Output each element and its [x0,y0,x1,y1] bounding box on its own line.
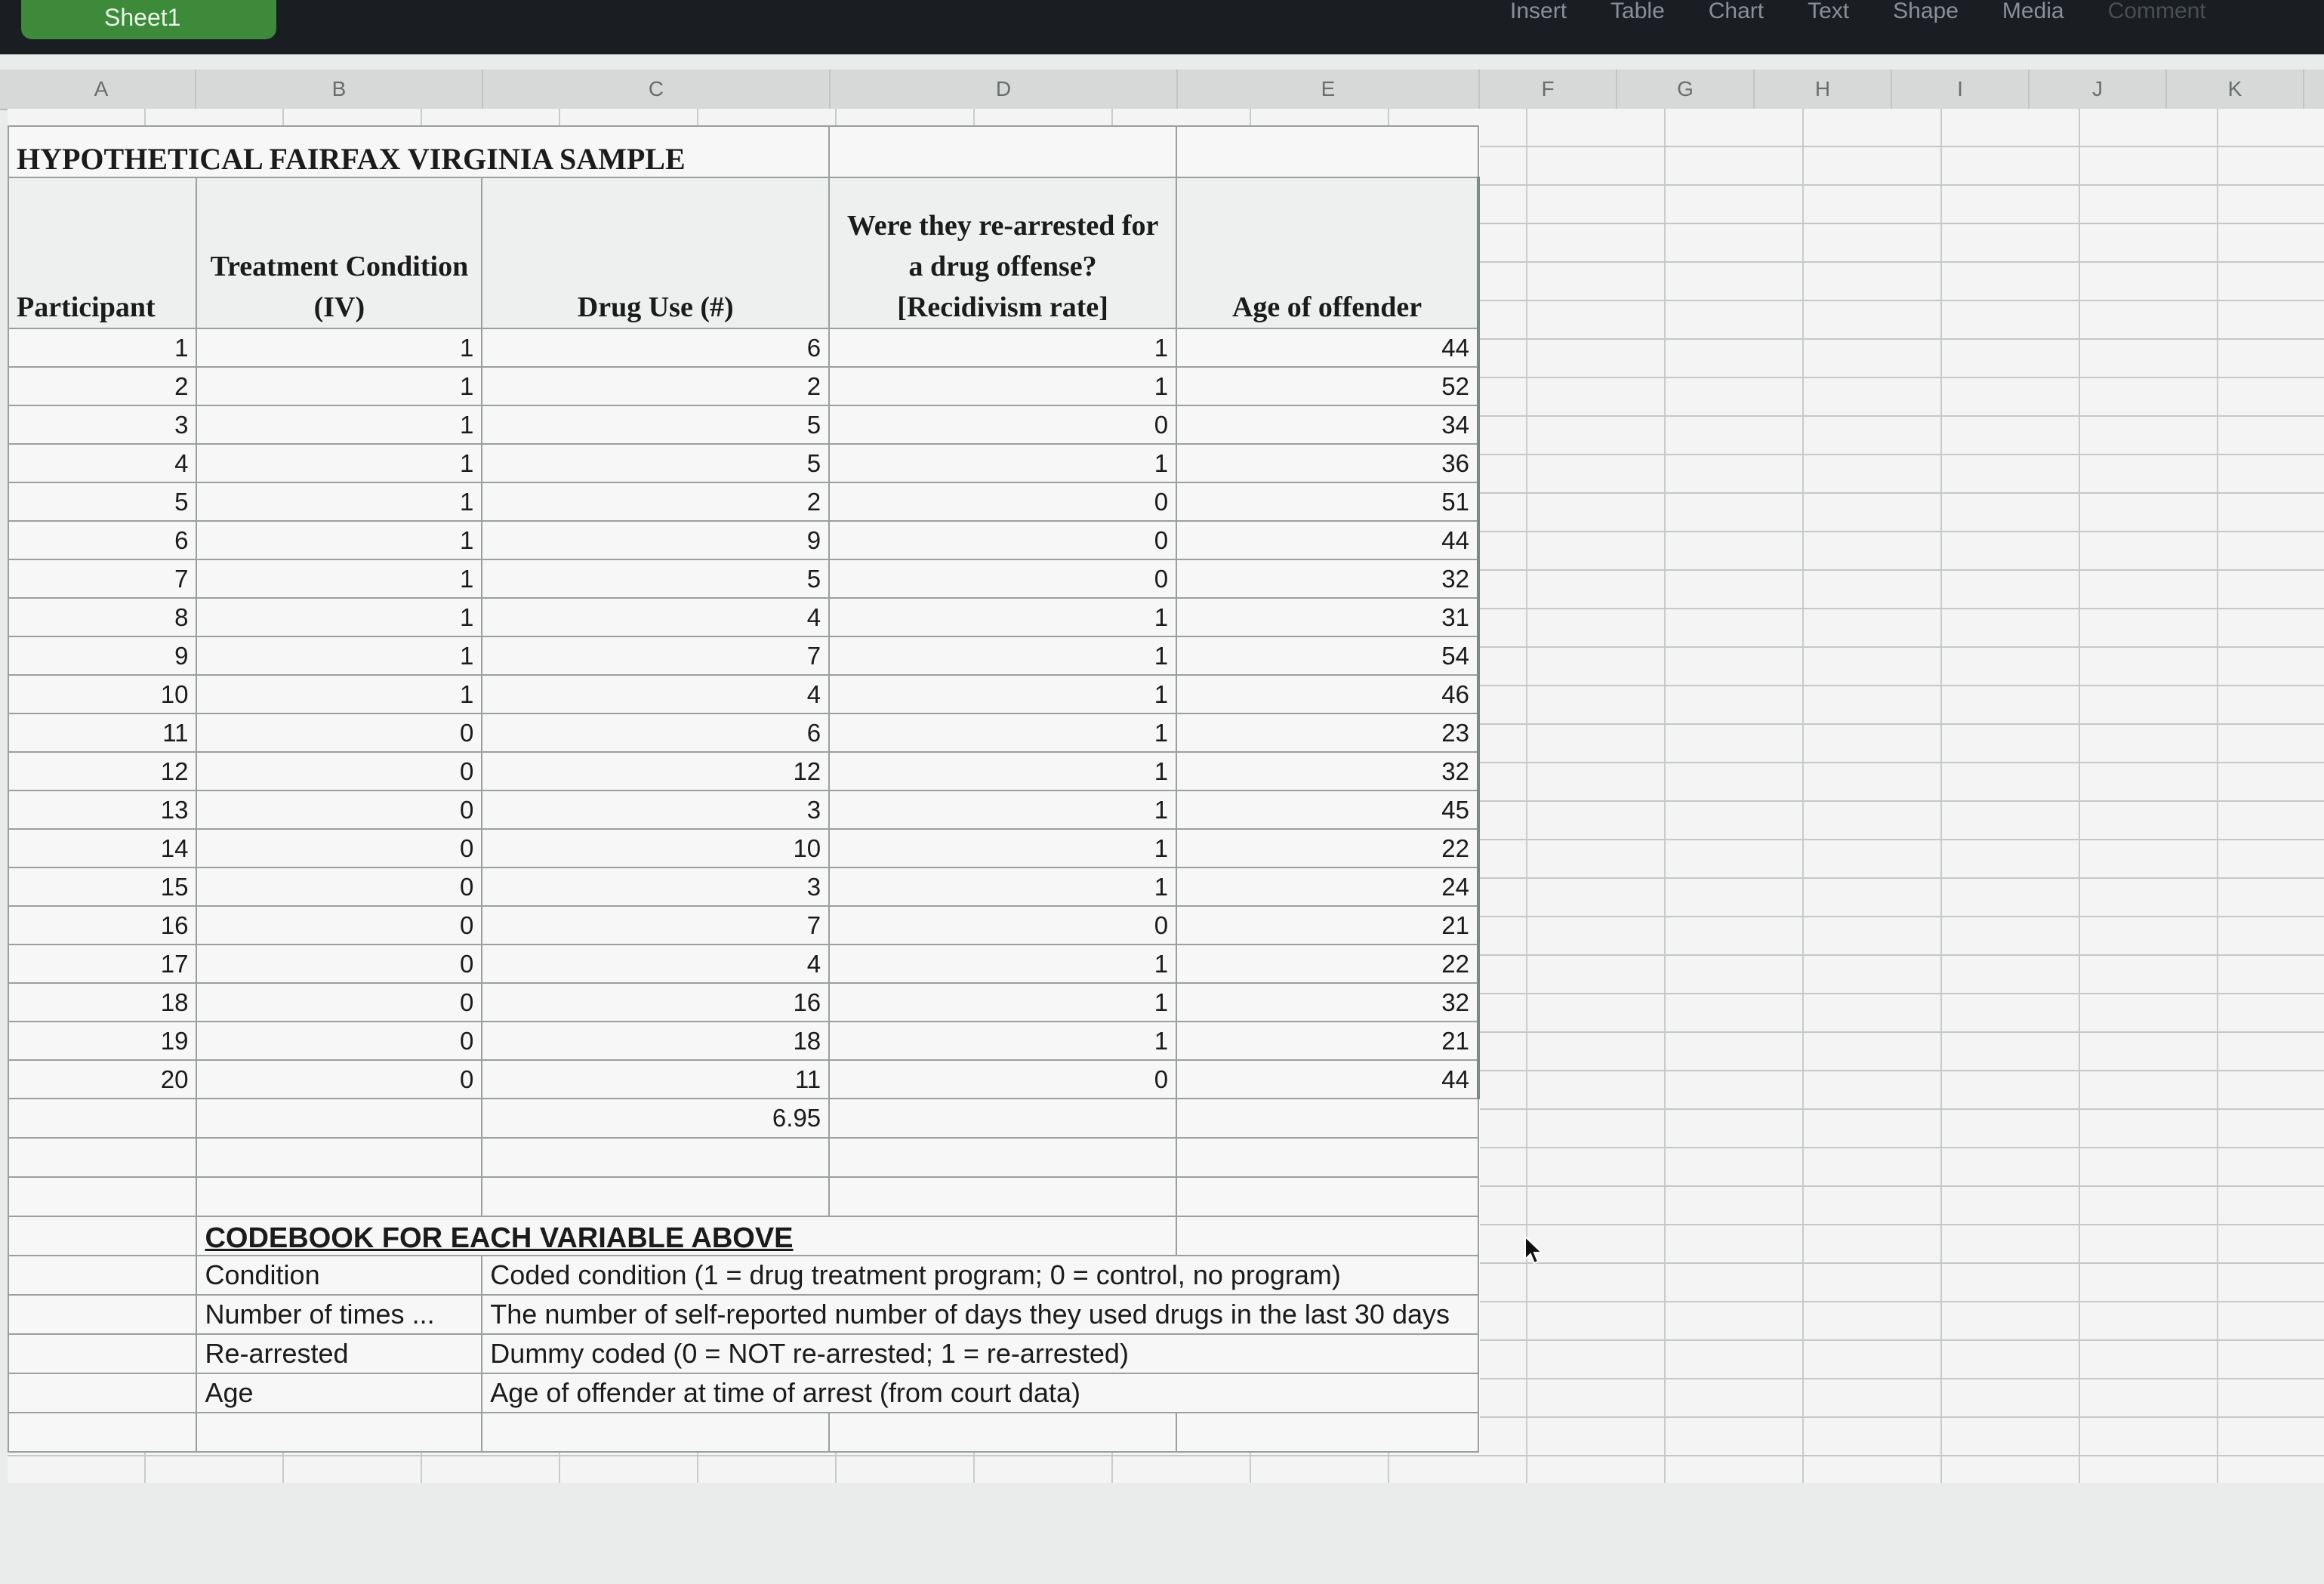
cell[interactable] [196,1099,482,1138]
table-row [8,598,1478,636]
cell-treatment[interactable]: 1 [196,559,482,598]
cell[interactable] [8,1334,196,1373]
cell-participant[interactable]: 13 [8,790,196,829]
column-header-k[interactable]: K [2167,69,2304,109]
cell-rearrested[interactable]: 1 [829,829,1176,868]
table-row [8,521,1478,559]
cell-treatment[interactable]: 0 [196,829,482,868]
cell-drug-use[interactable]: 5 [482,405,829,444]
cell-rearrested[interactable]: 1 [829,713,1176,752]
table-row [8,983,1478,1022]
column-header-j[interactable]: J [2030,69,2167,109]
header-rearrested[interactable]: Were they re-arrested for a drug offense? [Recidivism rate] [829,177,1176,328]
cell-drug-use[interactable]: 2 [482,367,829,405]
cell-drug-use[interactable]: 4 [482,945,829,983]
sheet-title[interactable]: HYPOTHETICAL FAIRFAX VIRGINIA SAMPLE [8,126,829,177]
table-row [8,636,1478,675]
cell-rearrested[interactable]: 1 [829,983,1176,1022]
cell-drug-use[interactable]: 2 [482,482,829,521]
cell-participant[interactable]: 17 [8,945,196,983]
cell-rearrested[interactable]: 0 [829,1060,1176,1099]
cell[interactable] [829,1138,1176,1177]
cell-treatment[interactable]: 0 [196,790,482,829]
cell-age[interactable]: 44 [1176,1060,1478,1099]
cell-age[interactable]: 45 [1176,790,1478,829]
codebook-term[interactable]: Condition [196,1256,482,1295]
table-row [8,328,1478,367]
cell-age[interactable]: 32 [1176,752,1478,790]
column-header-a[interactable]: A [8,69,196,109]
cell-treatment[interactable]: 1 [196,482,482,521]
table-row [8,752,1478,790]
cell-drug-use[interactable]: 5 [482,559,829,598]
table-row [8,405,1478,444]
cell[interactable] [8,1256,196,1295]
cell[interactable] [8,1216,196,1256]
cell[interactable] [8,1413,196,1452]
cell-age[interactable]: 24 [1176,868,1478,906]
cell[interactable] [8,1177,196,1216]
cell-age[interactable]: 22 [1176,829,1478,868]
cell[interactable] [1176,1138,1478,1177]
cell-drug-use[interactable]: 18 [482,1022,829,1060]
cell[interactable] [1176,1216,1478,1256]
cell-treatment[interactable]: 1 [196,675,482,713]
table-row [8,675,1478,713]
cell-rearrested[interactable]: 1 [829,444,1176,482]
cell-drug-use[interactable]: 6 [482,328,829,367]
cell-participant[interactable]: 20 [8,1060,196,1099]
cell-age[interactable]: 23 [1176,713,1478,752]
table-button[interactable]: Table [1610,0,1665,23]
toolbar [1510,0,2206,23]
cell[interactable] [829,1177,1176,1216]
codebook-description[interactable]: The number of self-reported number of days they used drugs in the last 30 days [482,1295,1478,1334]
cell-treatment[interactable]: 0 [196,868,482,906]
cell-age[interactable]: 32 [1176,559,1478,598]
table-row [8,829,1478,868]
cell[interactable] [482,1413,829,1452]
cell-drug-use[interactable]: 6 [482,713,829,752]
header-age[interactable]: Age of offender [1176,177,1478,328]
cell-treatment[interactable]: 1 [196,367,482,405]
top-bar [0,0,2324,54]
chart-button[interactable]: Chart [1708,0,1765,23]
cell[interactable] [196,1138,482,1177]
cell-age[interactable]: 21 [1176,906,1478,945]
text-button[interactable]: Text [1808,0,1850,23]
column-header-b[interactable]: B [196,69,483,109]
cell-participant[interactable]: 4 [8,444,196,482]
cell-participant[interactable]: 14 [8,829,196,868]
cell-participant[interactable]: 2 [8,367,196,405]
cell-drug-use[interactable]: 3 [482,868,829,906]
cell-treatment[interactable]: 1 [196,405,482,444]
shape-button[interactable]: Shape [1893,0,1959,23]
cell-age[interactable]: 36 [1176,444,1478,482]
cell-age[interactable]: 22 [1176,945,1478,983]
cell[interactable] [8,1138,196,1177]
cell-participant[interactable]: 11 [8,713,196,752]
cell-drug-use[interactable]: 11 [482,1060,829,1099]
cell-treatment[interactable]: 0 [196,1060,482,1099]
cell-participant[interactable]: 3 [8,405,196,444]
cell-rearrested[interactable]: 1 [829,868,1176,906]
table-row [8,559,1478,598]
cell-age[interactable]: 34 [1176,405,1478,444]
cell-rearrested[interactable]: 1 [829,1022,1176,1060]
cell-age[interactable]: 32 [1176,983,1478,1022]
cell-rearrested[interactable]: 0 [829,521,1176,559]
cell-treatment[interactable]: 1 [196,521,482,559]
cell-age[interactable]: 46 [1176,675,1478,713]
cell-participant[interactable]: 18 [8,983,196,1022]
cell-treatment[interactable]: 0 [196,945,482,983]
cell[interactable] [8,1373,196,1413]
table-row [8,482,1478,521]
header-participant[interactable]: Participant [8,177,196,328]
cell-rearrested[interactable]: 1 [829,945,1176,983]
cell-drug-use[interactable]: 4 [482,598,829,636]
cell-participant[interactable]: 1 [8,328,196,367]
cell-participant[interactable]: 16 [8,906,196,945]
drug-use-mean-cell[interactable]: 6.95 [482,1099,829,1138]
codebook-description[interactable]: Age of offender at time of arrest (from court data) [482,1373,1478,1413]
cell-rearrested[interactable]: 1 [829,790,1176,829]
cell-drug-use[interactable]: 10 [482,829,829,868]
column-header-g[interactable]: G [1617,69,1755,109]
table-row [8,868,1478,906]
cell[interactable] [1176,1413,1478,1452]
column-header-e[interactable]: E [1178,69,1480,109]
codebook-description[interactable]: Coded condition (1 = drug treatment program; 0 = control, no program) [482,1256,1478,1295]
column-header-f[interactable]: F [1480,69,1617,109]
cell-participant[interactable]: 10 [8,675,196,713]
table-row [8,790,1478,829]
codebook-description[interactable]: Dummy coded (0 = NOT re-arrested; 1 = re-arrested) [482,1334,1478,1373]
comment-button[interactable]: Comment [2107,0,2206,23]
cell-treatment[interactable]: 1 [196,328,482,367]
cell-rearrested[interactable]: 0 [829,482,1176,521]
table-row [8,945,1478,983]
cell-participant[interactable]: 8 [8,598,196,636]
cell-participant[interactable]: 5 [8,482,196,521]
cell-treatment[interactable]: 0 [196,1022,482,1060]
cell-treatment[interactable]: 1 [196,636,482,675]
table-row [8,906,1478,945]
table-row [8,367,1478,405]
cell-drug-use[interactable]: 3 [482,790,829,829]
cell-rearrested[interactable]: 1 [829,328,1176,367]
column-header-h[interactable]: H [1755,69,1892,109]
insert-button[interactable]: Insert [1510,0,1567,23]
cell-drug-use[interactable]: 7 [482,906,829,945]
column-header-c[interactable]: C [483,69,831,109]
cell-rearrested[interactable]: 1 [829,636,1176,675]
cell-rearrested[interactable]: 1 [829,367,1176,405]
cell-age[interactable]: 54 [1176,636,1478,675]
column-header-i[interactable]: I [1892,69,2030,109]
cell-drug-use[interactable]: 5 [482,444,829,482]
cell-drug-use[interactable]: 12 [482,752,829,790]
cell-drug-use[interactable]: 16 [482,983,829,1022]
table-row [8,1022,1478,1060]
sheet-tab[interactable]: Sheet1 [21,0,276,39]
cell-age[interactable]: 31 [1176,598,1478,636]
cell-rearrested[interactable]: 1 [829,752,1176,790]
cell-drug-use[interactable]: 7 [482,636,829,675]
cell-rearrested[interactable]: 1 [829,675,1176,713]
cell-rearrested[interactable]: 1 [829,598,1176,636]
cell-treatment[interactable]: 0 [196,752,482,790]
cell[interactable] [1176,126,1478,177]
codebook-term[interactable]: Age [196,1373,482,1413]
cell[interactable] [829,1099,1176,1138]
data-rows [8,328,1478,1099]
cell-participant[interactable]: 19 [8,1022,196,1060]
cell[interactable] [196,1177,482,1216]
cell-rearrested[interactable]: 0 [829,559,1176,598]
cell[interactable] [1176,1099,1478,1138]
table-row [8,444,1478,482]
mouse-pointer-icon [1524,1235,1543,1265]
cell-age[interactable]: 51 [1176,482,1478,521]
table-row [8,713,1478,752]
spreadsheet-table [8,125,1480,1453]
cell-rearrested[interactable]: 0 [829,906,1176,945]
table-row [8,1060,1478,1099]
cell-age[interactable]: 52 [1176,367,1478,405]
cell[interactable] [482,1177,829,1216]
cell-treatment[interactable]: 1 [196,444,482,482]
cell[interactable] [1176,1177,1478,1216]
column-header-d[interactable]: D [831,69,1178,109]
cell[interactable] [829,1413,1176,1452]
cell-treatment[interactable]: 0 [196,713,482,752]
cell-age[interactable]: 21 [1176,1022,1478,1060]
cell-age[interactable]: 44 [1176,521,1478,559]
cell-participant[interactable]: 15 [8,868,196,906]
cell-drug-use[interactable]: 4 [482,675,829,713]
cell-treatment[interactable]: 0 [196,983,482,1022]
cell[interactable] [829,126,1176,177]
codebook-title[interactable]: CODEBOOK FOR EACH VARIABLE ABOVE [196,1216,1176,1256]
cell[interactable] [482,1138,829,1177]
cell-rearrested[interactable]: 0 [829,405,1176,444]
header-treatment[interactable]: Treatment Condition (IV) [196,177,482,328]
cell-participant[interactable]: 6 [8,521,196,559]
cell-age[interactable]: 44 [1176,328,1478,367]
cell-treatment[interactable]: 1 [196,598,482,636]
codebook-term[interactable]: Re-arrested [196,1334,482,1373]
cell-drug-use[interactable]: 9 [482,521,829,559]
cell-participant[interactable]: 7 [8,559,196,598]
cell[interactable] [196,1413,482,1452]
media-button[interactable]: Media [2002,0,2064,23]
column-headers [0,69,2324,110]
cell-participant[interactable]: 12 [8,752,196,790]
header-drug-use[interactable]: Drug Use (#) [482,177,829,328]
codebook-term[interactable]: Number of times ... [196,1295,482,1334]
cell[interactable] [8,1099,196,1138]
cell-participant[interactable]: 9 [8,636,196,675]
cell-treatment[interactable]: 0 [196,906,482,945]
cell[interactable] [8,1295,196,1334]
